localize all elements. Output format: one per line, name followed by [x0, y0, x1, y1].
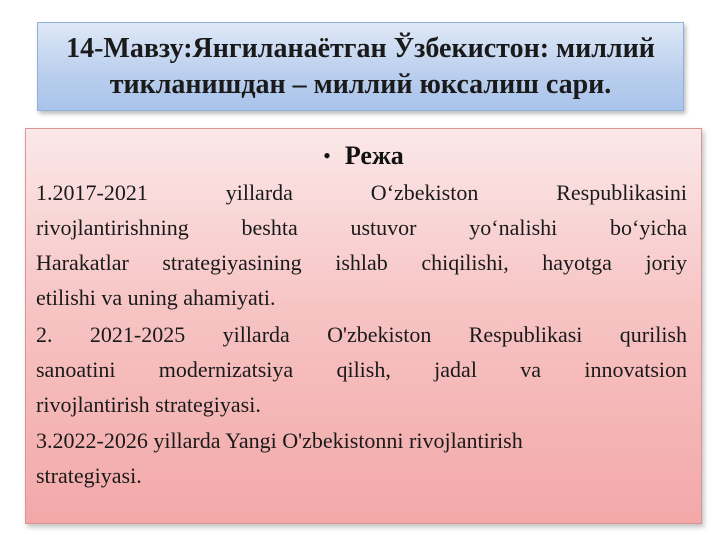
- plan-item-2-line-2: sanoatini modernizatsiya qilish, jadal va innovatsion: [36, 357, 687, 382]
- plan-item-1-line-4: etilishi va uning ahamiyati.: [36, 285, 276, 310]
- plan-item-1-line-2: rivojlantirishning beshta ustuvor yo‘nalishi bo‘yicha: [36, 215, 687, 240]
- plan-item-3-line-1: 3.2022-2026 yillarda Yangi O'zbekistonni rivojlantirish: [36, 428, 523, 453]
- plan-content-box: [25, 128, 702, 524]
- title-box: [37, 22, 684, 111]
- plan-item-2-line-3: rivojlantirish strategiyasi.: [36, 392, 261, 417]
- plan-heading-text: Режа: [344, 141, 404, 170]
- plan-item-1: [36, 175, 687, 315]
- slide-title-line-1: 14-Мавзу:Янгиланаётган Ўзбекистон: миллий: [66, 32, 655, 64]
- plan-item-1-line-1: 1.2017-2021 yillarda O‘zbekiston Respublikasini: [36, 180, 687, 205]
- plan-heading: [26, 139, 701, 173]
- plan-item-3-line-2: strategiyasi.: [36, 463, 142, 488]
- plan-item-2: [36, 317, 687, 422]
- plan-item-3: [36, 423, 687, 493]
- plan-item-1-line-3: Harakatlar strategiyasining ishlab chiqilishi, hayotga joriy: [36, 250, 687, 275]
- bullet-icon: •: [323, 143, 331, 168]
- plan-item-2-line-1: 2. 2021-2025 yillarda O'zbekiston Respublikasi qurilish: [36, 322, 687, 347]
- slide-title-line-2: тикланишдан – миллий юксалиш сари.: [109, 68, 612, 100]
